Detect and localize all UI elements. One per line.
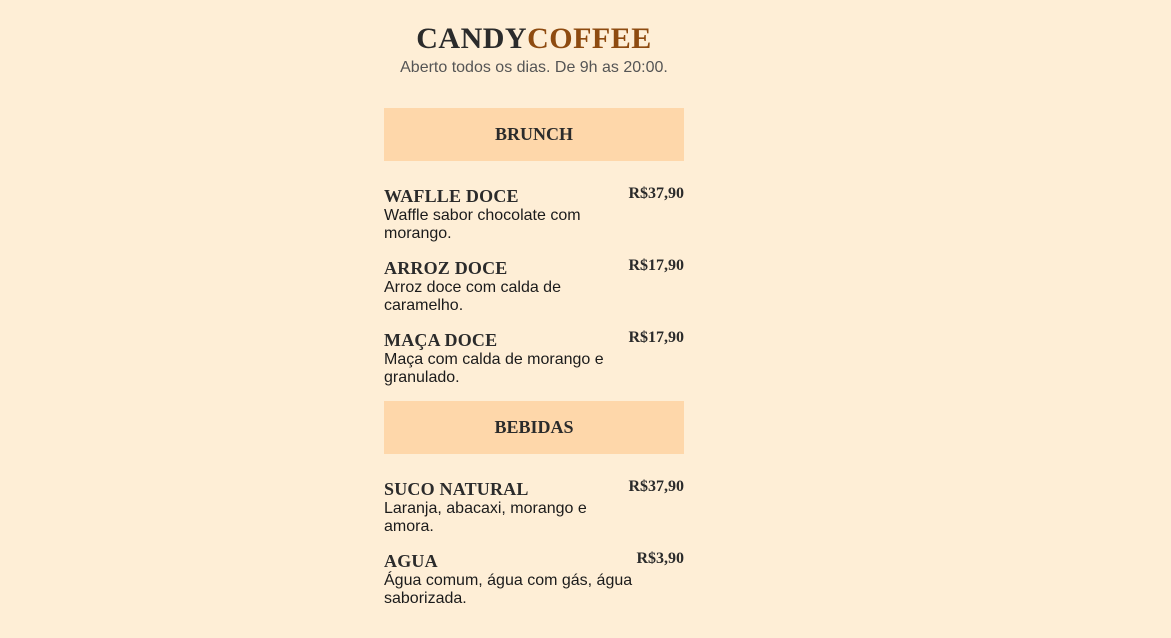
item-price: R$37,90 (628, 478, 684, 495)
item-name: AGUA (384, 551, 438, 571)
menu-item (384, 329, 684, 387)
item-name: WAFLLE DOCE (384, 186, 519, 206)
menu-header (384, 0, 684, 85)
menu-item (384, 257, 684, 315)
item-list (384, 478, 684, 608)
item-description: Água comum, água com gás, água saborizada. (384, 572, 633, 607)
item-name: ARROZ DOCE (384, 258, 508, 278)
menu-item (384, 185, 684, 243)
item-description: Waffle sabor chocolate com morango. (384, 207, 581, 242)
item-name: MAÇA DOCE (384, 330, 498, 350)
menu (384, 0, 684, 622)
item-description: Arroz doce com calda de caramelho. (384, 279, 561, 314)
menu-item (384, 478, 684, 536)
opening-hours: Aberto todos os dias. De 9h as 20:00. (400, 59, 668, 76)
item-description: Laranja, abacaxi, morango e amora. (384, 500, 587, 535)
section-title: BRUNCH (384, 108, 684, 161)
item-description: Maça com calda de morango e granulado. (384, 351, 604, 386)
item-price: R$17,90 (628, 257, 684, 274)
menu-item (384, 550, 684, 608)
item-price: R$37,90 (628, 185, 684, 202)
item-price: R$17,90 (628, 329, 684, 346)
brand-name-part2: COFFEE (527, 22, 652, 55)
item-list (384, 185, 684, 387)
brand-name-part1: CANDY (416, 22, 528, 55)
section-brunch (384, 108, 684, 387)
item-name: SUCO NATURAL (384, 479, 529, 499)
item-price: R$3,90 (636, 550, 684, 567)
section-title: BEBIDAS (384, 401, 684, 454)
section-bebidas (384, 401, 684, 608)
brand-title (384, 23, 684, 55)
